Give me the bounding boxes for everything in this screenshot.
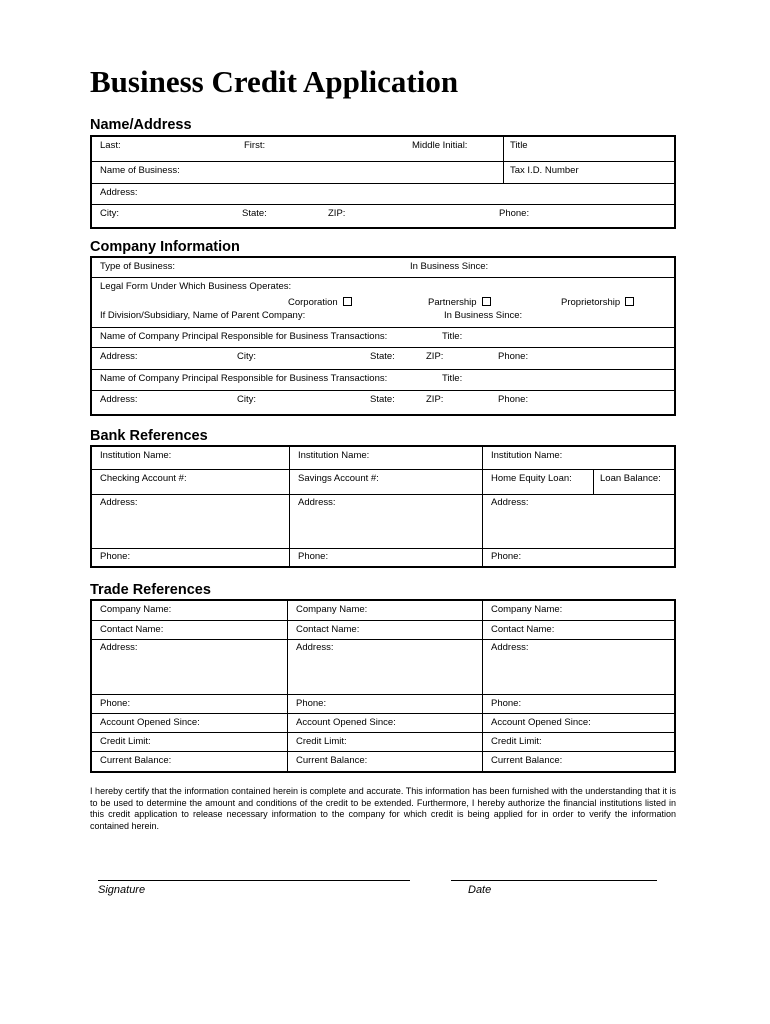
partnership-label: Partnership: [428, 297, 477, 308]
trade-3-address-field[interactable]: Address:: [491, 642, 529, 653]
signature-label: Signature: [98, 884, 146, 896]
principal-2-zip-field[interactable]: ZIP:: [426, 394, 444, 405]
principal-1-phone-field[interactable]: Phone:: [498, 351, 529, 362]
first-name-field[interactable]: First:: [244, 140, 266, 151]
address-field[interactable]: Address:: [100, 187, 138, 198]
trade-1-address-field[interactable]: Address:: [100, 642, 138, 653]
section-heading-bank: Bank References: [90, 428, 208, 444]
type-of-business-field[interactable]: Type of Business:: [100, 261, 175, 272]
checking-account-field[interactable]: Checking Account #:: [100, 473, 187, 484]
trade-2-contact-field[interactable]: Contact Name:: [296, 624, 360, 635]
bank-2-institution-field[interactable]: Institution Name:: [298, 450, 370, 461]
trade-3-company-field[interactable]: Company Name:: [491, 604, 563, 615]
city-field[interactable]: City:: [100, 208, 119, 219]
proprietorship-option[interactable]: [561, 297, 634, 308]
principal-1-zip-field[interactable]: ZIP:: [426, 351, 444, 362]
trade-1-contact-field[interactable]: Contact Name:: [100, 624, 164, 635]
corporation-checkbox[interactable]: [343, 297, 352, 306]
last-name-field[interactable]: Last:: [100, 140, 121, 151]
state-field[interactable]: State:: [242, 208, 267, 219]
bank-3-address-field[interactable]: Address:: [491, 497, 529, 508]
parent-in-business-since-field[interactable]: In Business Since:: [444, 310, 523, 321]
phone-field[interactable]: Phone:: [499, 208, 530, 219]
trade-2-opened-field[interactable]: Account Opened Since:: [296, 717, 396, 728]
proprietorship-label: Proprietorship: [561, 297, 621, 308]
bank-3-phone-field[interactable]: Phone:: [491, 551, 522, 562]
parent-company-field[interactable]: If Division/Subsidiary, Name of Parent Company:: [100, 310, 306, 321]
trade-2-balance-field[interactable]: Current Balance:: [296, 755, 368, 766]
trade-2-limit-field[interactable]: Credit Limit:: [296, 736, 347, 747]
trade-1-opened-field[interactable]: Account Opened Since:: [100, 717, 200, 728]
date-line[interactable]: [451, 880, 657, 881]
section-heading-name-address: Name/Address: [90, 117, 192, 133]
section-heading-company: Company Information: [90, 239, 240, 255]
principal-2-phone-field[interactable]: Phone:: [498, 394, 529, 405]
bank-2-phone-field[interactable]: Phone:: [298, 551, 329, 562]
certification-text: I hereby certify that the information contained herein is complete and accurate. This information has been furnished with the understanding that it is to be used to determine the amount and conditions of the credit to be extended. Furthermore, I hereby authorize the financial institutions listed in this credit application to release necessary information to the company for which credit is being applied for in order to verify the information contained herein.: [90, 786, 676, 831]
trade-3-contact-field[interactable]: Contact Name:: [491, 624, 555, 635]
principal-2-city-field[interactable]: City:: [237, 394, 256, 405]
principal-1-city-field[interactable]: City:: [237, 351, 256, 362]
form-title: Business Credit Application: [90, 64, 459, 99]
section-heading-trade: Trade References: [90, 582, 211, 598]
name-address-box: [90, 135, 676, 229]
bank-1-address-field[interactable]: Address:: [100, 497, 138, 508]
principal-2-name-field[interactable]: Name of Company Principal Responsible for Business Transactions:: [100, 373, 388, 384]
tax-id-field[interactable]: Tax I.D. Number: [510, 165, 579, 176]
trade-1-balance-field[interactable]: Current Balance:: [100, 755, 172, 766]
corporation-option[interactable]: [288, 297, 352, 308]
partnership-option[interactable]: [428, 297, 491, 308]
partnership-checkbox[interactable]: [482, 297, 491, 306]
title-field[interactable]: Title: [510, 140, 528, 151]
trade-1-phone-field[interactable]: Phone:: [100, 698, 131, 709]
bank-2-address-field[interactable]: Address:: [298, 497, 336, 508]
savings-account-field[interactable]: Savings Account #:: [298, 473, 379, 484]
trade-3-balance-field[interactable]: Current Balance:: [491, 755, 563, 766]
trade-2-company-field[interactable]: Company Name:: [296, 604, 368, 615]
principal-2-title-field[interactable]: Title:: [442, 373, 463, 384]
bank-3-institution-field[interactable]: Institution Name:: [491, 450, 563, 461]
trade-1-company-field[interactable]: Company Name:: [100, 604, 172, 615]
corporation-label: Corporation: [288, 297, 338, 308]
principal-1-name-field[interactable]: Name of Company Principal Responsible for Business Transactions:: [100, 331, 388, 342]
middle-initial-field[interactable]: Middle Initial:: [412, 140, 468, 151]
bank-1-institution-field[interactable]: Institution Name:: [100, 450, 172, 461]
in-business-since-field[interactable]: In Business Since:: [410, 261, 489, 272]
trade-3-phone-field[interactable]: Phone:: [491, 698, 522, 709]
company-info-box: [90, 256, 676, 416]
date-label: Date: [468, 884, 492, 896]
signature-line[interactable]: [98, 880, 410, 881]
principal-2-address-field[interactable]: Address:: [100, 394, 138, 405]
legal-form-label: Legal Form Under Which Business Operates:: [100, 281, 292, 292]
proprietorship-checkbox[interactable]: [625, 297, 634, 306]
principal-1-state-field[interactable]: State:: [370, 351, 395, 362]
principal-2-state-field[interactable]: State:: [370, 394, 395, 405]
business-name-field[interactable]: Name of Business:: [100, 165, 180, 176]
bank-references-box: [90, 445, 676, 568]
trade-3-opened-field[interactable]: Account Opened Since:: [491, 717, 591, 728]
trade-2-address-field[interactable]: Address:: [296, 642, 334, 653]
zip-field[interactable]: ZIP:: [328, 208, 346, 219]
trade-3-limit-field[interactable]: Credit Limit:: [491, 736, 542, 747]
bank-1-phone-field[interactable]: Phone:: [100, 551, 131, 562]
trade-2-phone-field[interactable]: Phone:: [296, 698, 327, 709]
trade-references-box: [90, 599, 676, 773]
loan-balance-field[interactable]: Loan Balance:: [600, 473, 661, 484]
principal-1-address-field[interactable]: Address:: [100, 351, 138, 362]
home-equity-loan-field[interactable]: Home Equity Loan:: [491, 473, 572, 484]
principal-1-title-field[interactable]: Title:: [442, 331, 463, 342]
trade-1-limit-field[interactable]: Credit Limit:: [100, 736, 151, 747]
